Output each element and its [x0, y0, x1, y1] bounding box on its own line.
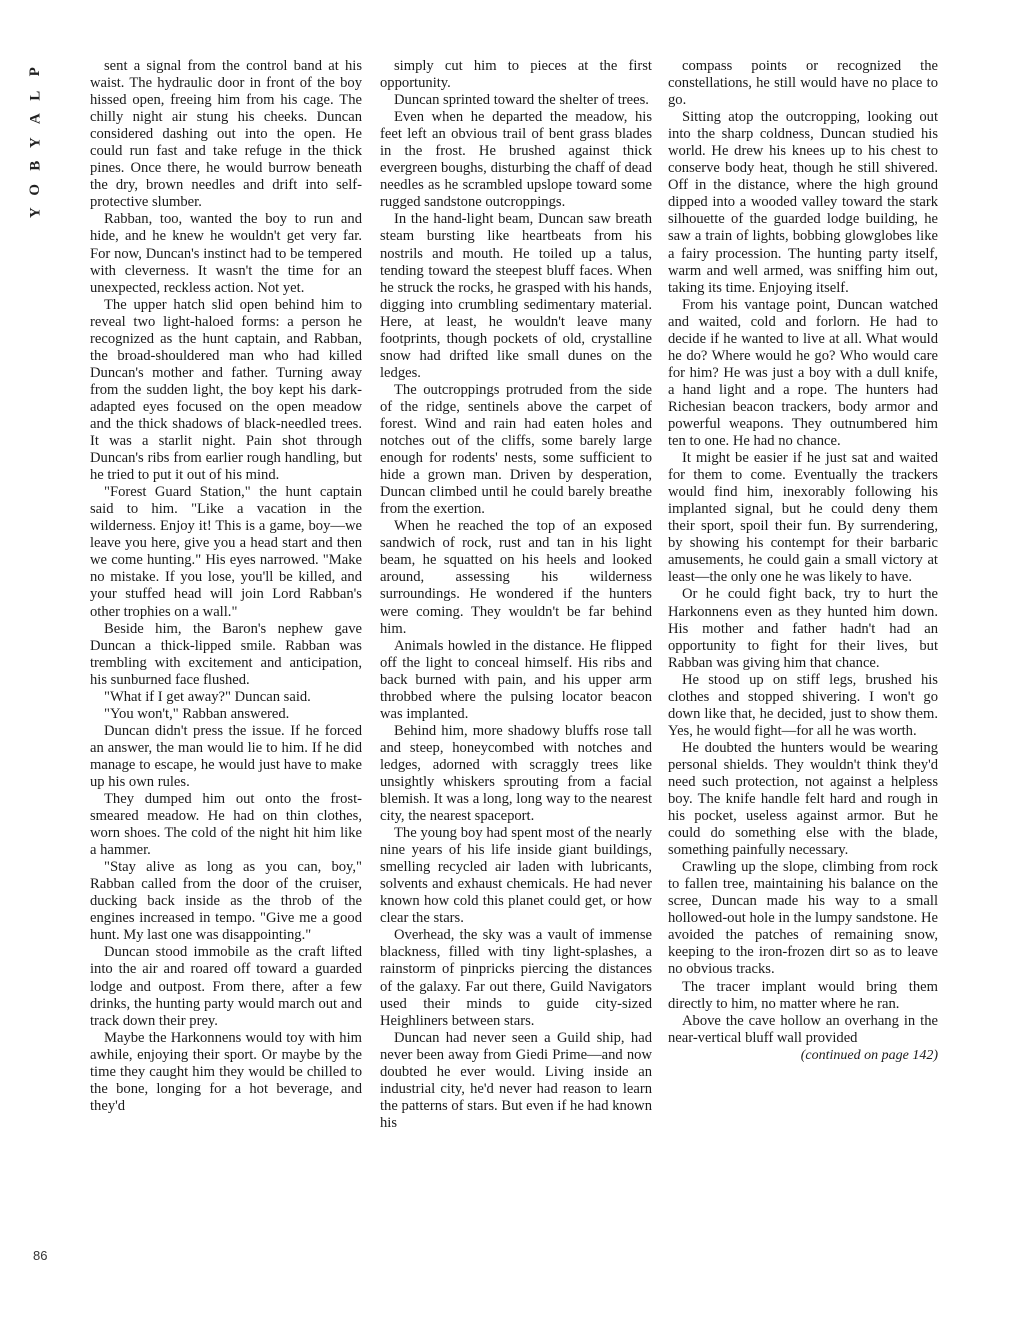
- paragraph: From his vantage point, Duncan watched and waited, cold and forlorn. He had to decide if he wanted to live at all. What would he do? Where would he go? Who would care for him? He was just a boy with a dull knife, a hand light and a rope. The hunters had Richesian beacon trackers, body armor and powerful weapons. They outnumbered him ten to one. He had no chance.: [668, 296, 938, 450]
- paragraph: sent a signal from the control band at his waist. The hydraulic door in front of the boy hissed open, freeing him from his cage. The chilly night air stung his cheeks. Duncan considered dashing out into the open. He could run fast and take refuge in the thick pines. Once there, he would burrow beneath the dry, brown needles and drift into self-protective slumber.: [90, 58, 362, 211]
- paragraph: It might be easier if he just sat and waited for them to come. Eventually the trackers would find him, inexorably following his implanted signal, but he could deny them their sport, spoil their fun. By surrendering, by showing his contempt for their barbaric amusements, he could gain a small victory at least—the only one he was likely to have.: [668, 450, 938, 586]
- paragraph: Above the cave hollow an overhang in the near-vertical bluff wall provided: [668, 1012, 938, 1046]
- paragraph: The outcroppings protruded from the side of the ridge, sentinels above the carpet of forest. Wind and rain had eaten holes and notches out of the cliffs, some barely large enough for rodents' nests, some sufficient to hide a grown man. Driven by desperation, Duncan climbed until he could barely breathe from the exertion.: [380, 381, 652, 518]
- paragraph: Even when he departed the meadow, his feet left an obvious trail of bent grass blades in the frost. He brushed against thick evergreen boughs, disturbing the chaff of dead needles as he scrambled upslope toward some rugged sandstone outcroppings.: [380, 109, 652, 211]
- paragraph: Behind him, more shadowy bluffs rose tall and steep, honeycombed with notches and ledges, adorned with scraggly trees like unsightly whiskers sprouting from a facial blemish. It was a long, long way to the nearest city, the nearest spaceport.: [380, 722, 652, 825]
- masthead-letter: A: [27, 113, 44, 125]
- paragraph: Or he could fight back, try to hurt the Harkonnens even as they hunted him down. His mother and father hadn't had an opportunity to fight for their lives, but Rabban was giving him that chance.: [668, 586, 938, 671]
- paragraph: Sitting atop the outcropping, looking out into the sharp coldness, Duncan studied his world. He drew his knees up to his chest to conserve body heat, though he still shivered. Off in the distance, where the high ground dipped into a wooded valley toward the stark silhouette of the guarded lodge building, he saw a train of lights, bobbing glowglobes like a fairy procession. The hunting party itself, warm and well armed, was sniffing him out, taking its time. Enjoying itself.: [668, 109, 938, 296]
- paragraph: Crawling up the slope, climbing from rock to fallen tree, maintaining his balance on the scree, Duncan made his way to a small hollowed-out hole in the lumpy sandstone. He avoided the patches of remaining snow, keeping to the iron-frozen dirt so as to leave no obvious tracks.: [668, 859, 938, 978]
- paragraph: "You won't," Rabban answered.: [104, 705, 290, 722]
- paragraph: simply cut him to pieces at the first opportunity.: [380, 58, 652, 92]
- paragraph: Overhead, the sky was a vault of immense blackness, filled with tiny light-splashes, a rainstorm of pinpricks piercing the distances of the galaxy. Far out there, Guild Navigators used their minds to guide city-sized Heighliners between stars.: [380, 927, 652, 1029]
- paragraph: He stood up on stiff legs, brushed his clothes and stopped shivering. I won't go down like that, he decided, just to show them. Yes, he would fight—for all he was worth.: [668, 671, 938, 739]
- paragraph: "Forest Guard Station," the hunt captain said to him. "Like a vacation in the wilderness. Enjoy it! This is a game, boy—we leave you here, give you a head start and then we come hunting." His eyes narrowed. "Make no mistake. If you lose, you'll be killed, and your stuffed head will join Lord Rabban's other trophies on a wall.": [90, 484, 362, 620]
- masthead-letter: B: [27, 160, 44, 171]
- paragraph: He doubted the hunters would be wearing personal shields. They wouldn't think they'd need such protection, not against a helpless boy. The knife handle felt hard and rough in his pocket, useless against armor. But he could do something else with the blade, something painfully necessary.: [668, 739, 938, 859]
- paragraph: Duncan didn't press the issue. If he forced an answer, the man would lie to him. If he did manage to escape, he would just have to make up his own rules.: [90, 722, 362, 790]
- paragraph: Animals howled in the distance. He flipped off the light to conceal himself. His ribs and back burned with pain, and his upper arm throbbed where the pulsing locator beacon was implanted.: [380, 637, 652, 722]
- page-number: 86: [33, 1248, 48, 1263]
- paragraph: "Stay alive as long as you can, boy," Rabban called from the door of the cruiser, ducking back inside as the throb of the engines increased in tempo. "Give me a good hunt. My last one was disappointing.": [90, 859, 362, 944]
- text-column-2: [380, 58, 652, 1132]
- masthead-letter: O: [27, 183, 44, 196]
- paragraph: Maybe the Harkonnens would toy with him awhile, enjoying their sport. Or maybe by the time they caught him they would be chilled to the bone, longing for a hot beverage, and they'd: [90, 1029, 362, 1114]
- paragraph: They dumped him out onto the frost-smeared meadow. He had on thin clothes, worn shoes. The cold of the night hit him like a hammer.: [90, 791, 362, 859]
- paragraph: The tracer implant would bring them directly to him, no matter where he ran.: [668, 978, 938, 1012]
- text-column-1: [90, 58, 362, 1115]
- paragraph: Duncan stood immobile as the craft lifted into the air and roared off toward a guarded lodge and outpost. From there, after a few drinks, the hunting party would march out and track down their prey.: [90, 944, 362, 1029]
- masthead-letter: P: [27, 67, 44, 77]
- paragraph: The young boy had spent most of the nearly nine years of his life inside giant buildings, smelling recycled air laden with lubricants, solvents and exhaust chemicals. He had never known how cold this planet could get, or how clear the stars.: [380, 825, 652, 927]
- continued-note: (continued on page 142): [800, 1047, 938, 1063]
- paragraph: "What if I get away?" Duncan said.: [104, 688, 311, 705]
- masthead-letter: Y: [27, 136, 44, 148]
- paragraph: When he reached the top of an exposed sandwich of rock, rust and tan in his light beam, he squatted on his heels and looked around, assessing his wilderness surroundings. He wondered if the hunters were coming. They wouldn't be far behind him.: [380, 518, 652, 637]
- magazine-masthead: [22, 60, 50, 225]
- paragraph: Duncan had never seen a Guild ship, had never been away from Giedi Prime—and now doubted he ever would. Living inside an industrial city, he'd never had reason to learn the patterns of stars. But even if he had known his: [380, 1029, 652, 1131]
- masthead-letter: L: [27, 90, 44, 101]
- paragraph: compass points or recognized the constellations, he still would have no place to go.: [668, 58, 938, 109]
- paragraph: Duncan sprinted toward the shelter of trees.: [394, 92, 649, 109]
- text-column-3: [668, 58, 938, 1064]
- paragraph: Beside him, the Baron's nephew gave Duncan a thick-lipped smile. Rabban was trembling with excitement and anticipation, his sunburned face flushed.: [90, 620, 362, 688]
- paragraph: The upper hatch slid open behind him to reveal two light-haloed forms: a person he recognized as the hunt captain, and Rabban, the broad-shouldered man who had killed Duncan's mother and father. Turning away from the sudden light, the boy kept his dark-adapted eyes focused on the open meadow and the thick shadows of black-needled trees. It was a starlit night. Pain shot through Duncan's ribs from earlier rough handling, but he tried to put it out of his mind.: [90, 296, 362, 484]
- masthead-letter: Y: [27, 207, 44, 219]
- paragraph: In the hand-light beam, Duncan saw breath steam bursting like heartbeats from his nostrils and mouth. He toiled up a talus, tending toward the steepest bluff faces. When he struck the rocks, he grasped with his hands, digging into crumbling sedimentary material. Here, at least, he wouldn't leave many footprints, though pockets of old, crystalline snow had drifted like small dunes on the ledges.: [380, 211, 652, 381]
- paragraph: Rabban, too, wanted the boy to run and hide, and he knew he wouldn't get very far. For now, Duncan's instinct had to be tempered with cleverness. It wasn't the time for an unexpected, reckless action. Not yet.: [90, 211, 362, 296]
